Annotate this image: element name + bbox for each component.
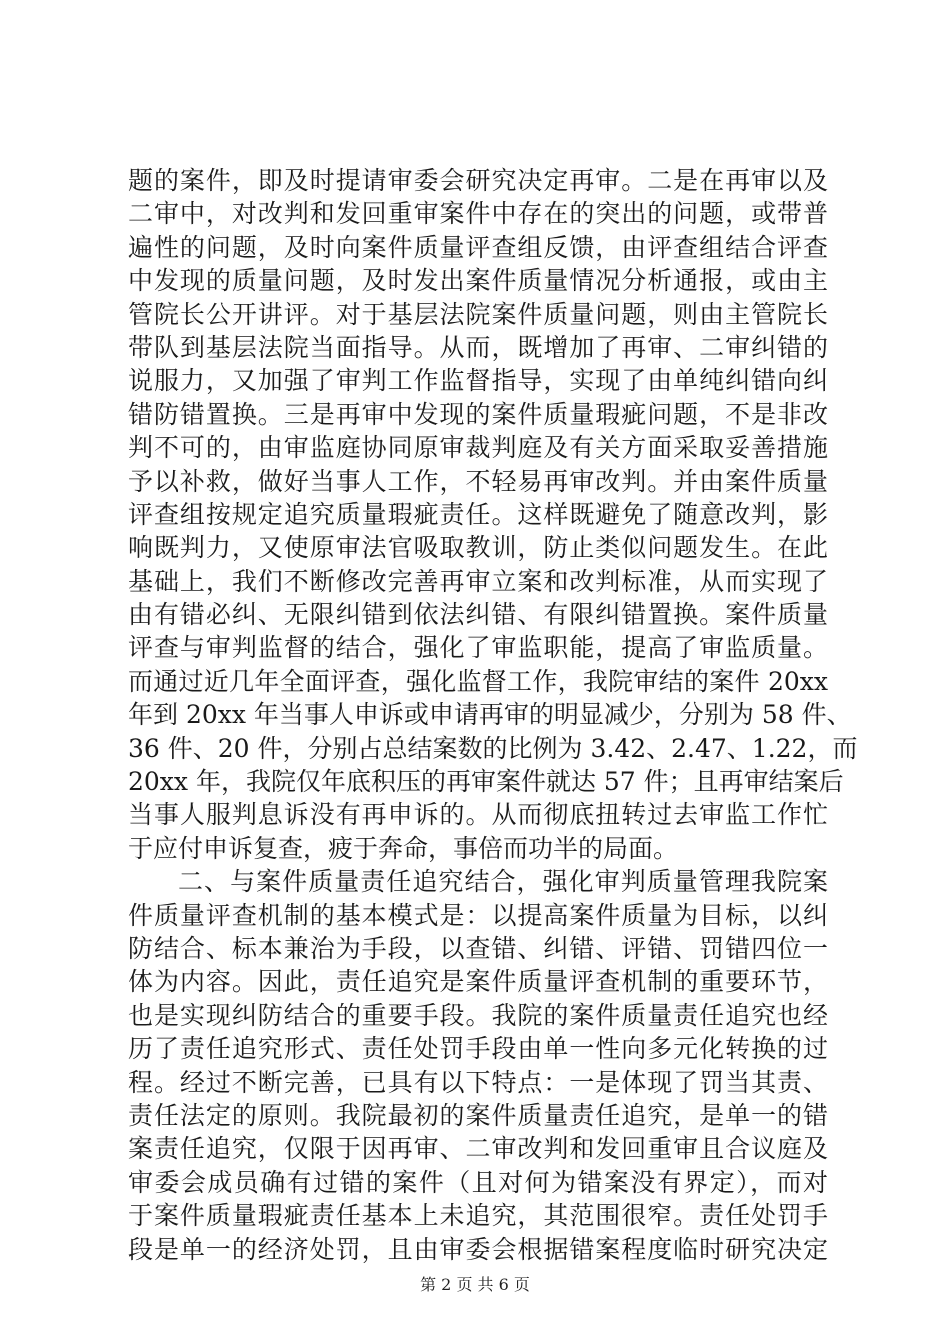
- text-line: 管院长公开讲评。对于基层法院案件质量问题，则由主管院长: [128, 299, 828, 329]
- text-line: 予以补救，做好当事人工作，不轻易再审改判。并由案件质量: [128, 466, 828, 496]
- text-line: 由有错必纠、无限纠错到依法纠错、有限纠错置换。案件质量: [128, 600, 828, 630]
- text-line: 20xx 年，我院仅年底积压的再审案件就达 57 件；且再审结案后: [128, 767, 844, 797]
- text-line: 评查与审判监督的结合，强化了审监职能，提高了审监质量。: [128, 633, 828, 663]
- text-line: 而通过近几年全面评查，强化监督工作，我院审结的案件 20xx: [128, 666, 828, 696]
- text-line: 责任法定的原则。我院最初的案件质量责任追究，是单一的错: [128, 1100, 828, 1130]
- text-line: 36 件、20 件，分别占总结案数的比例为 3.42、2.47、1.22，而: [128, 733, 858, 763]
- text-line: 判不可的，由审监庭协同原审裁判庭及有关方面采取妥善措施: [128, 433, 828, 463]
- text-line: 题的案件，即及时提请审委会研究决定再审。二是在再审以及: [128, 166, 828, 195]
- document-body: [128, 164, 858, 1266]
- text-line: 也是实现纠防结合的重要手段。我院的案件质量责任追究也经: [128, 1000, 828, 1030]
- text-line: 当事人服判息诉没有再申诉的。从而彻底扭转过去审监工作忙: [128, 800, 828, 830]
- text-line: 审委会成员确有过错的案件（且对何为错案没有界定），而对: [128, 1167, 828, 1197]
- page-number-footer: 第 2 页 共 6 页: [420, 1275, 530, 1294]
- text-line: 基础上，我们不断修改完善再审立案和改判标准，从而实现了: [128, 566, 828, 596]
- text-line: 响既判力，又使原审法官吸取教训，防止类似问题发生。在此: [128, 533, 828, 563]
- text-line: 件质量评查机制的基本模式是：以提高案件质量为目标，以纠: [128, 900, 828, 930]
- text-line: 体为内容。因此，责任追究是案件质量评查机制的重要环节，: [128, 967, 828, 997]
- text-line: 说服力，又加强了审判工作监督指导，实现了由单纯纠错向纠: [128, 366, 828, 396]
- section-heading-line: 二、与案件质量责任追究结合，强化审判质量管理我院案: [178, 867, 828, 897]
- text-line: 程。经过不断完善，已具有以下特点：一是体现了罚当其责、: [128, 1067, 828, 1097]
- paragraph-end-line: 于应付申诉复查，疲于奔命，事倍而功半的局面。: [128, 833, 679, 863]
- text-line: 中发现的质量问题，及时发出案件质量情况分析通报，或由主: [128, 266, 828, 296]
- text-line: 二审中，对改判和发回重审案件中存在的突出的问题，或带普: [128, 199, 828, 229]
- text-line: 遍性的问题，及时向案件质量评查组反馈，由评查组结合评查: [128, 232, 828, 262]
- text-line: 年到 20xx 年当事人申诉或申请再审的明显减少，分别为 58 件、: [128, 700, 852, 730]
- text-line: 评查组按规定追究质量瑕疵责任。这样既避免了随意改判，影: [128, 499, 828, 529]
- text-line: 于案件质量瑕疵责任基本上未追究，其范围很窄。责任处罚手: [128, 1201, 828, 1231]
- text-line: 防结合、标本兼治为手段，以查错、纠错、评错、罚错四位一: [128, 933, 828, 963]
- text-line: 案责任追究，仅限于因再审、二审改判和发回重审且合议庭及: [128, 1134, 828, 1164]
- text-line: 带队到基层法院当面指导。从而，既增加了再审、二审纠错的: [128, 332, 828, 362]
- text-line: 错防错置换。三是再审中发现的案件质量瑕疵问题，不是非改: [128, 399, 828, 429]
- text-line: 历了责任追究形式、责任处罚手段由单一性向多元化转换的过: [128, 1034, 828, 1064]
- text-line: 段是单一的经济处罚，且由审委会根据错案程度临时研究决定: [128, 1234, 828, 1264]
